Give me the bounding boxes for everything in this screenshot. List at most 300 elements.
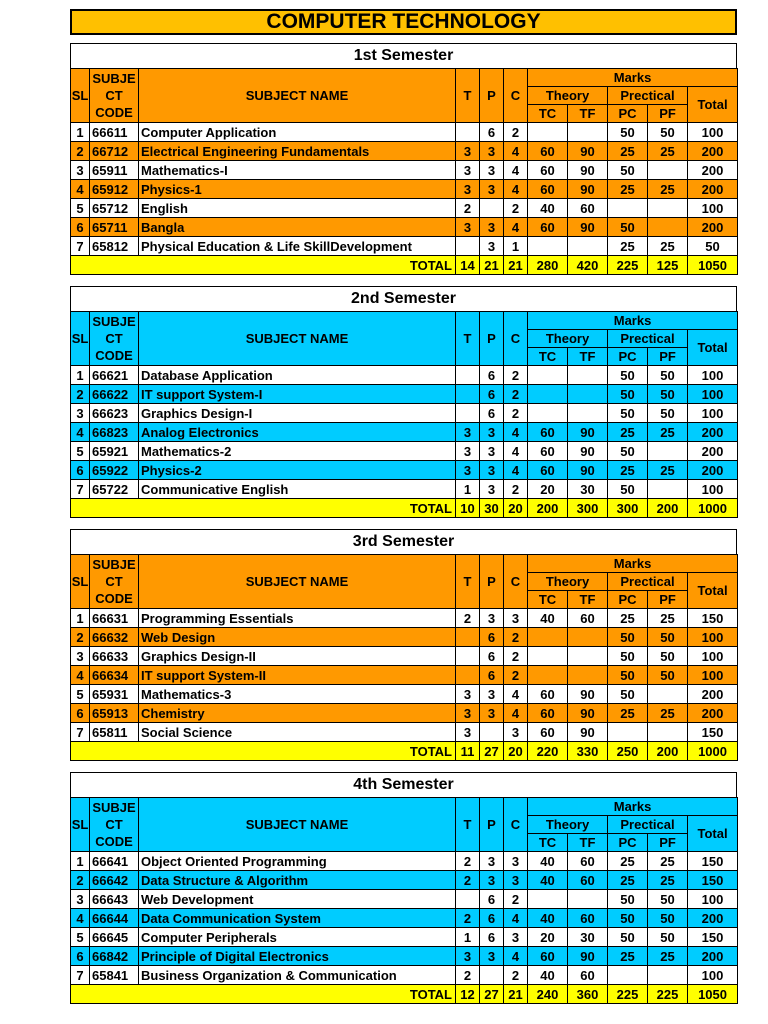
row-t: 0 — [456, 628, 480, 647]
total-label: TOTAL — [71, 742, 456, 761]
header-t: T — [456, 312, 480, 366]
row-subject-code: 65911 — [90, 161, 139, 180]
row-p: 3 — [480, 142, 504, 161]
row-tc — [528, 123, 568, 142]
row-p: 3 — [480, 480, 504, 499]
row-tf: 60 — [568, 852, 608, 871]
header-practical: Prectical — [608, 87, 688, 105]
row-subject-name: Social Science — [139, 723, 456, 742]
total-p: 27 — [480, 742, 504, 761]
header-t: T — [456, 69, 480, 123]
header-practical: Prectical — [608, 816, 688, 834]
semester-table — [70, 311, 738, 518]
row-tc — [528, 404, 568, 423]
table-row — [71, 909, 738, 928]
header-pf: PF — [648, 105, 688, 123]
row-tc: 60 — [528, 161, 568, 180]
row-subject-code: 65931 — [90, 685, 139, 704]
row-tc: 60 — [528, 442, 568, 461]
row-total: 100 — [688, 647, 738, 666]
row-tc: 40 — [528, 199, 568, 218]
row-p: 3 — [480, 461, 504, 480]
header-theory: Theory — [528, 87, 608, 105]
row-pc: 50 — [608, 647, 648, 666]
row-subject-name: Database Application — [139, 366, 456, 385]
row-subject-code: 66645 — [90, 928, 139, 947]
row-t: 2 — [456, 199, 480, 218]
row-pc: 50 — [608, 161, 648, 180]
row-tc — [528, 366, 568, 385]
row-subject-code: 66621 — [90, 366, 139, 385]
row-sl: 4 — [71, 423, 90, 442]
header-sl: SL — [71, 312, 90, 366]
row-pc: 25 — [608, 609, 648, 628]
row-subject-name: Graphics Design-II — [139, 647, 456, 666]
total-tf: 300 — [568, 499, 608, 518]
row-subject-name: Web Development — [139, 890, 456, 909]
row-subject-name: Graphics Design-I — [139, 404, 456, 423]
row-pc: 50 — [608, 366, 648, 385]
header-pc: PC — [608, 834, 648, 852]
header-sl: SL — [71, 555, 90, 609]
row-p: 3 — [480, 947, 504, 966]
row-sl: 3 — [71, 647, 90, 666]
row-p: 6 — [480, 404, 504, 423]
row-p: 6 — [480, 628, 504, 647]
row-total: 50 — [688, 237, 738, 256]
header-subject-code — [90, 69, 139, 123]
total-tc: 240 — [528, 985, 568, 1004]
header-marks: Marks — [528, 555, 738, 573]
total-t: 11 — [456, 742, 480, 761]
row-pc: 50 — [608, 685, 648, 704]
row-tc — [528, 647, 568, 666]
row-pf: 25 — [648, 423, 688, 442]
row-t: 3 — [456, 161, 480, 180]
row-pf: 50 — [648, 928, 688, 947]
row-total: 150 — [688, 852, 738, 871]
header-tc: TC — [528, 348, 568, 366]
total-p: 27 — [480, 985, 504, 1004]
row-total: 150 — [688, 871, 738, 890]
header-tf: TF — [568, 105, 608, 123]
row-subject-code: 66644 — [90, 909, 139, 928]
row-subject-name: Programming Essentials — [139, 609, 456, 628]
header-tc: TC — [528, 105, 568, 123]
row-sl: 2 — [71, 385, 90, 404]
row-tc: 20 — [528, 928, 568, 947]
row-subject-name: Communicative English — [139, 480, 456, 499]
header-practical: Prectical — [608, 330, 688, 348]
row-p: 3 — [480, 423, 504, 442]
total-label: TOTAL — [71, 985, 456, 1004]
row-pc: 25 — [608, 461, 648, 480]
row-subject-name: IT support System-II — [139, 666, 456, 685]
row-subject-name: Physics-2 — [139, 461, 456, 480]
row-p: 6 — [480, 890, 504, 909]
row-t: 1 — [456, 480, 480, 499]
row-total: 200 — [688, 218, 738, 237]
row-pf: 50 — [648, 366, 688, 385]
total-total: 1000 — [688, 742, 738, 761]
table-header-row — [71, 555, 738, 573]
row-sl: 4 — [71, 666, 90, 685]
row-total: 100 — [688, 480, 738, 499]
row-tf: 60 — [568, 909, 608, 928]
table-row — [71, 609, 738, 628]
row-t: 3 — [456, 704, 480, 723]
header-c: C — [504, 69, 528, 123]
row-sl: 1 — [71, 609, 90, 628]
row-total: 200 — [688, 180, 738, 199]
row-pf — [648, 480, 688, 499]
table-row — [71, 423, 738, 442]
row-tf: 90 — [568, 180, 608, 199]
row-pc: 25 — [608, 852, 648, 871]
semester-table — [70, 554, 738, 761]
header-practical: Prectical — [608, 573, 688, 591]
row-subject-code: 66632 — [90, 628, 139, 647]
total-total: 1000 — [688, 499, 738, 518]
row-pc: 25 — [608, 142, 648, 161]
row-subject-code: 66712 — [90, 142, 139, 161]
row-total: 200 — [688, 909, 738, 928]
row-pf: 50 — [648, 385, 688, 404]
row-pc: 50 — [608, 928, 648, 947]
row-pf — [648, 966, 688, 985]
table-row — [71, 871, 738, 890]
row-pc: 50 — [608, 385, 648, 404]
row-tc: 60 — [528, 704, 568, 723]
row-pf: 50 — [648, 123, 688, 142]
row-c: 4 — [504, 909, 528, 928]
row-tf: 90 — [568, 218, 608, 237]
row-tc: 60 — [528, 723, 568, 742]
row-sl: 5 — [71, 685, 90, 704]
semester-table — [70, 797, 738, 1004]
header-theory: Theory — [528, 816, 608, 834]
row-subject-name: Business Organization & Communication — [139, 966, 456, 985]
row-subject-name: Object Oriented Programming — [139, 852, 456, 871]
row-sl: 5 — [71, 928, 90, 947]
header-p: P — [480, 69, 504, 123]
header-subject-code — [90, 312, 139, 366]
row-subject-name: Data Communication System — [139, 909, 456, 928]
row-t: 1 — [456, 928, 480, 947]
row-sl: 2 — [71, 628, 90, 647]
row-p: 6 — [480, 647, 504, 666]
total-row — [71, 985, 738, 1004]
row-subject-code: 66641 — [90, 852, 139, 871]
row-t — [456, 647, 480, 666]
total-tf: 330 — [568, 742, 608, 761]
header-pf: PF — [648, 348, 688, 366]
row-sl: 7 — [71, 480, 90, 499]
row-subject-code: 65912 — [90, 180, 139, 199]
row-pf — [648, 199, 688, 218]
total-pc: 225 — [608, 256, 648, 275]
row-t: 0 — [456, 666, 480, 685]
row-tf — [568, 404, 608, 423]
row-tf: 90 — [568, 685, 608, 704]
row-tc: 40 — [528, 852, 568, 871]
row-subject-name: Chemistry — [139, 704, 456, 723]
total-tc: 280 — [528, 256, 568, 275]
row-sl: 2 — [71, 871, 90, 890]
row-sl: 6 — [71, 461, 90, 480]
header-subject-code-line: SUBJE — [92, 314, 136, 329]
row-p — [480, 199, 504, 218]
row-pc: 50 — [608, 218, 648, 237]
row-pf: 25 — [648, 704, 688, 723]
header-subject-name: SUBJECT NAME — [139, 555, 456, 609]
total-c: 20 — [504, 742, 528, 761]
total-p: 30 — [480, 499, 504, 518]
table-row — [71, 480, 738, 499]
row-pc: 50 — [608, 628, 648, 647]
row-c: 3 — [504, 871, 528, 890]
row-c: 2 — [504, 366, 528, 385]
row-t: 2 — [456, 966, 480, 985]
table-row — [71, 852, 738, 871]
row-t — [456, 123, 480, 142]
table-row — [71, 685, 738, 704]
total-tc: 220 — [528, 742, 568, 761]
row-sl: 7 — [71, 237, 90, 256]
header-sl: SL — [71, 798, 90, 852]
row-pf: 50 — [648, 647, 688, 666]
header-subject-code-line: CODE — [95, 348, 133, 363]
row-pf: 50 — [648, 404, 688, 423]
row-tc: 60 — [528, 947, 568, 966]
row-pc: 25 — [608, 423, 648, 442]
row-t: 3 — [456, 723, 480, 742]
row-c: 2 — [504, 647, 528, 666]
row-tf: 90 — [568, 442, 608, 461]
table-row — [71, 199, 738, 218]
row-total: 100 — [688, 966, 738, 985]
row-tf: 30 — [568, 928, 608, 947]
row-tc: 60 — [528, 461, 568, 480]
row-pf: 25 — [648, 609, 688, 628]
total-tc: 200 — [528, 499, 568, 518]
table-row — [71, 442, 738, 461]
table-header-row — [71, 312, 738, 330]
row-subject-name: Analog Electronics — [139, 423, 456, 442]
row-p: 3 — [480, 161, 504, 180]
row-sl: 3 — [71, 161, 90, 180]
row-tf: 60 — [568, 966, 608, 985]
row-tc: 20 — [528, 480, 568, 499]
total-t: 10 — [456, 499, 480, 518]
row-subject-name: Mathematics-2 — [139, 442, 456, 461]
row-c: 4 — [504, 161, 528, 180]
total-row — [71, 742, 738, 761]
row-pf: 50 — [648, 628, 688, 647]
row-sl: 6 — [71, 218, 90, 237]
row-p: 3 — [480, 218, 504, 237]
row-pf — [648, 685, 688, 704]
row-c: 4 — [504, 218, 528, 237]
row-tc: 0 — [528, 385, 568, 404]
header-tf: TF — [568, 591, 608, 609]
row-pc: 50 — [608, 480, 648, 499]
row-c: 3 — [504, 852, 528, 871]
row-p: 3 — [480, 180, 504, 199]
row-tf: 30 — [568, 480, 608, 499]
header-subject-name: SUBJECT NAME — [139, 798, 456, 852]
header-subject-code-line: CODE — [95, 105, 133, 120]
row-tf — [568, 366, 608, 385]
total-total: 1050 — [688, 985, 738, 1004]
table-row — [71, 928, 738, 947]
row-subject-code: 65921 — [90, 442, 139, 461]
row-total: 200 — [688, 685, 738, 704]
row-c: 4 — [504, 142, 528, 161]
row-pf: 25 — [648, 237, 688, 256]
row-total: 100 — [688, 385, 738, 404]
header-c: C — [504, 312, 528, 366]
row-tf — [568, 123, 608, 142]
row-pc — [608, 199, 648, 218]
row-tf — [568, 890, 608, 909]
row-c: 4 — [504, 685, 528, 704]
header-p: P — [480, 555, 504, 609]
row-pc: 50 — [608, 123, 648, 142]
row-subject-name: Electrical Engineering Fundamentals — [139, 142, 456, 161]
row-tf — [568, 237, 608, 256]
total-pf: 225 — [648, 985, 688, 1004]
header-p: P — [480, 312, 504, 366]
row-c: 3 — [504, 723, 528, 742]
total-pf: 200 — [648, 499, 688, 518]
row-t: 2 — [456, 909, 480, 928]
row-sl: 4 — [71, 180, 90, 199]
row-sl: 4 — [71, 909, 90, 928]
row-t — [456, 366, 480, 385]
row-subject-code: 66633 — [90, 647, 139, 666]
row-total: 200 — [688, 704, 738, 723]
table-row — [71, 704, 738, 723]
row-c: 2 — [504, 123, 528, 142]
row-sl: 3 — [71, 890, 90, 909]
header-marks: Marks — [528, 312, 738, 330]
table-header-row — [71, 798, 738, 816]
row-tc: 40 — [528, 871, 568, 890]
row-c: 2 — [504, 199, 528, 218]
table-row — [71, 647, 738, 666]
row-total: 200 — [688, 423, 738, 442]
total-row — [71, 256, 738, 275]
header-pf: PF — [648, 591, 688, 609]
page-title: COMPUTER TECHNOLOGY — [70, 9, 737, 35]
row-subject-name: Computer Peripherals — [139, 928, 456, 947]
row-total: 200 — [688, 461, 738, 480]
row-t: 0 — [456, 385, 480, 404]
table-row — [71, 161, 738, 180]
row-pc: 25 — [608, 704, 648, 723]
row-t: 3 — [456, 442, 480, 461]
semester-list — [70, 43, 737, 1004]
row-pf: 50 — [648, 890, 688, 909]
row-t: 3 — [456, 218, 480, 237]
header-subject-code — [90, 798, 139, 852]
row-total: 100 — [688, 890, 738, 909]
row-total: 100 — [688, 123, 738, 142]
row-c: 4 — [504, 180, 528, 199]
semester-title: 2nd Semester — [70, 286, 737, 311]
row-c: 2 — [504, 966, 528, 985]
header-c: C — [504, 555, 528, 609]
total-pf: 125 — [648, 256, 688, 275]
row-t — [456, 404, 480, 423]
row-tc: 40 — [528, 909, 568, 928]
total-pc: 250 — [608, 742, 648, 761]
row-t: 3 — [456, 142, 480, 161]
row-subject-name: Principle of Digital Electronics — [139, 947, 456, 966]
row-tf: 60 — [568, 609, 608, 628]
row-pc: 25 — [608, 947, 648, 966]
row-sl: 5 — [71, 199, 90, 218]
table-row — [71, 385, 738, 404]
row-tf: 90 — [568, 947, 608, 966]
table-row — [71, 142, 738, 161]
row-sl: 1 — [71, 366, 90, 385]
row-subject-code: 65922 — [90, 461, 139, 480]
row-t — [456, 890, 480, 909]
row-total: 200 — [688, 161, 738, 180]
row-tc: 60 — [528, 180, 568, 199]
table-row — [71, 461, 738, 480]
row-tf: 0 — [568, 628, 608, 647]
row-tc: 40 — [528, 966, 568, 985]
row-p: 6 — [480, 123, 504, 142]
total-t: 14 — [456, 256, 480, 275]
row-pc: 50 — [608, 909, 648, 928]
row-tf: 90 — [568, 161, 608, 180]
row-subject-name: Mathematics-3 — [139, 685, 456, 704]
row-p: 6 — [480, 909, 504, 928]
total-tf: 420 — [568, 256, 608, 275]
row-tf — [568, 647, 608, 666]
header-theory: Theory — [528, 573, 608, 591]
row-p: 3 — [480, 685, 504, 704]
row-tf: 0 — [568, 666, 608, 685]
row-tc: 60 — [528, 142, 568, 161]
table-row — [71, 404, 738, 423]
header-subject-code-line: SUBJE — [92, 557, 136, 572]
table-row — [71, 723, 738, 742]
header-subject-code-line: CT — [105, 574, 123, 589]
table-row — [71, 366, 738, 385]
row-c: 2 — [504, 628, 528, 647]
row-subject-code: 66643 — [90, 890, 139, 909]
row-tc: 0 — [528, 628, 568, 647]
header-subject-name: SUBJECT NAME — [139, 69, 456, 123]
row-subject-name: Bangla — [139, 218, 456, 237]
row-p: 3 — [480, 609, 504, 628]
total-tf: 360 — [568, 985, 608, 1004]
row-subject-code: 65913 — [90, 704, 139, 723]
header-subject-code-line: CODE — [95, 834, 133, 849]
row-c: 4 — [504, 442, 528, 461]
row-t: 3 — [456, 180, 480, 199]
row-c: 1 — [504, 237, 528, 256]
row-p: 3 — [480, 704, 504, 723]
row-c: 4 — [504, 704, 528, 723]
row-t: 3 — [456, 685, 480, 704]
header-marks: Marks — [528, 69, 738, 87]
